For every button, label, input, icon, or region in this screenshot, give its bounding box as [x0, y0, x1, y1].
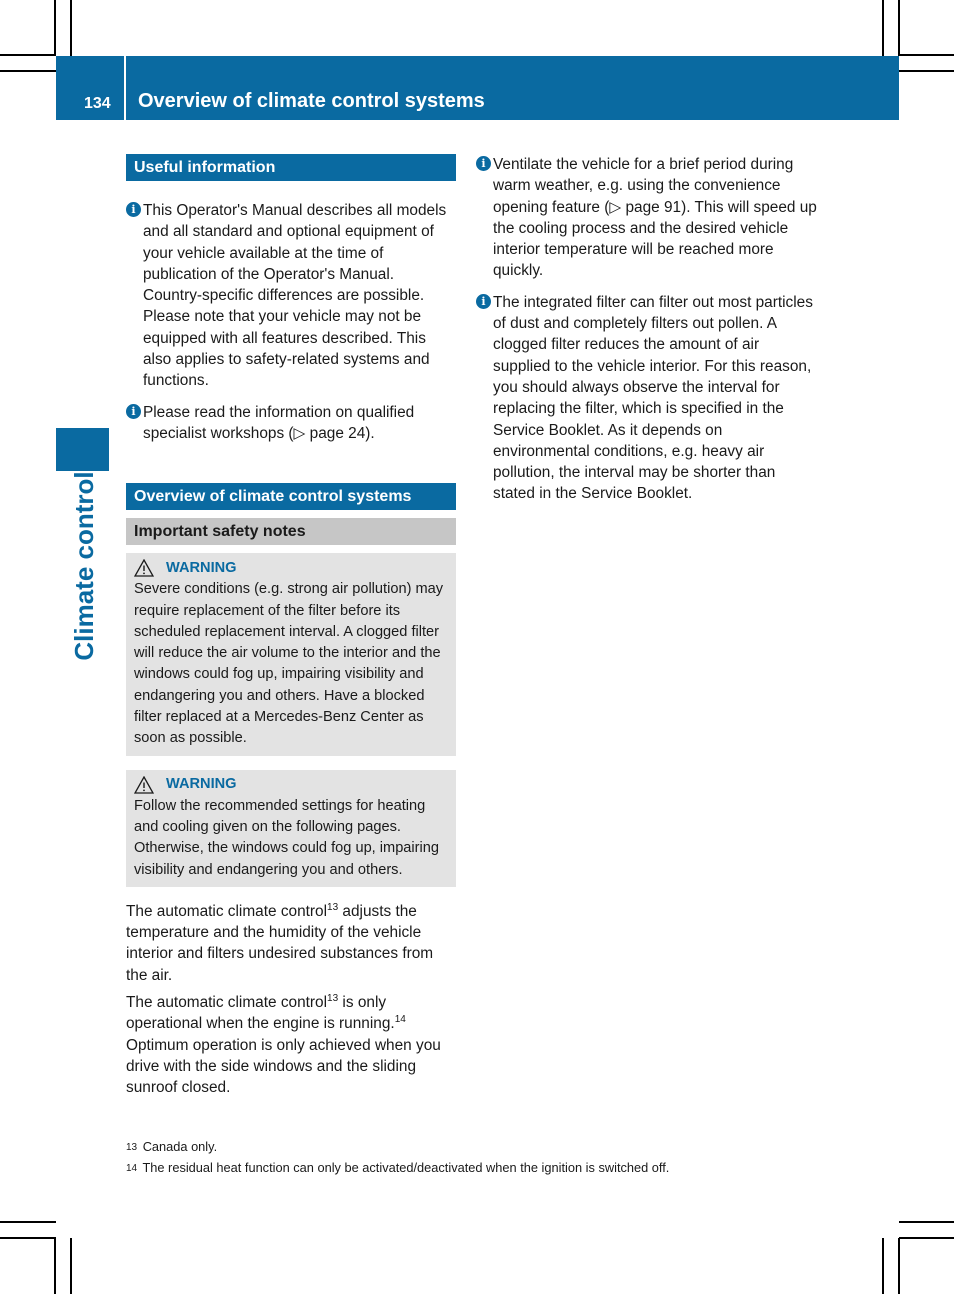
info-icon: i — [476, 156, 491, 171]
page-title: Overview of climate control systems — [138, 90, 485, 112]
section-heading-overview: Overview of climate control systems — [126, 483, 456, 510]
info-note — [476, 154, 818, 282]
crop-mark — [0, 54, 56, 56]
warning-triangle-icon — [134, 776, 154, 794]
body-paragraph — [126, 992, 456, 1098]
footnote — [126, 1158, 886, 1179]
footnotes — [126, 1137, 886, 1179]
footnote-number: 14 — [126, 1163, 138, 1174]
right-column — [476, 154, 818, 505]
info-note-text: This Operator's Manual describes all models and all standard and optional equipment of your vehicle available at the time of publication of the Operator's Manual. Country-specific differences are possible. Please note that your vehicle may not be equipped with all features described. This also applies to safety-related systems and functions. — [143, 202, 447, 390]
footnote-ref: 14 — [394, 1014, 406, 1026]
crop-mark — [899, 1221, 954, 1223]
body-text: adjusts the temperature and the humidity of the vehicle interior and filters undesired substances from the air. — [126, 902, 434, 984]
crop-mark — [54, 1238, 56, 1294]
info-icon: i — [476, 294, 491, 309]
page-number: 134 — [84, 95, 111, 112]
info-note-text: Please read the information on qualified specialist workshops (▷ page 24). — [143, 403, 415, 442]
info-note — [476, 292, 818, 505]
footnote-text: Canada only. — [142, 1139, 218, 1154]
body-paragraph — [126, 901, 456, 986]
body-text: The automatic climate control — [126, 994, 328, 1012]
side-tab-label: Climate control — [69, 471, 99, 661]
crop-mark — [882, 1238, 884, 1294]
crop-mark — [0, 70, 56, 72]
body-text: The automatic climate control — [126, 902, 328, 920]
footnote — [126, 1137, 886, 1158]
crop-mark — [882, 0, 884, 56]
warning-text: Severe conditions (e.g. strong air pollution) may require replacement of the filter before its scheduled replacement interval. A clogged filter will reduce the air volume to the interior and the windows could fog up, impairing visibility and endangering you and others. Have a blocked filter replaced at a Mercedes-Benz Center as soon as possible. — [134, 581, 444, 747]
body-text: is only operational when the engine is running. — [126, 994, 395, 1033]
crop-mark — [0, 1221, 56, 1223]
page-header — [56, 56, 899, 120]
info-note-text: The integrated filter can filter out most particles of dust and completely filters out pollen. A clogged filter reduces the amount of air supplied to the vehicle interior. For this reason, you should always observe the interval for replacing the filter, which is specified in the Service Booklet. As it depends on environmental conditions, e.g. heavy air pollution, the interval may be shorter than stated in the Service Booklet. — [493, 293, 813, 503]
warning-title — [134, 774, 450, 796]
info-note — [126, 200, 456, 392]
crop-mark — [899, 70, 954, 72]
warning-title-text: WARNING — [166, 559, 237, 576]
footnote-ref: 13 — [327, 901, 339, 913]
info-icon: i — [126, 404, 141, 419]
header-divider — [124, 56, 126, 120]
body-text: Optimum operation is only achieved when you drive with the side windows and the sliding sunroof closed. — [126, 1036, 441, 1097]
warning-box — [126, 770, 456, 887]
warning-title — [134, 557, 450, 579]
crop-mark — [0, 1237, 56, 1239]
warning-triangle-icon — [134, 559, 154, 577]
crop-mark — [899, 54, 954, 56]
warning-text: Follow the recommended settings for heating and cooling given on the following pages. Otherwise, the windows could fog up, impairing visibility and endangering you and others. — [134, 797, 440, 878]
footnote-text: The residual heat function can only be activated/deactivated when the ignition is switched off. — [142, 1160, 670, 1175]
crop-mark — [898, 0, 900, 56]
info-note — [126, 402, 456, 445]
crop-mark — [899, 1237, 954, 1239]
subsection-heading-safety-notes: Important safety notes — [126, 518, 456, 545]
crop-mark — [70, 1238, 72, 1294]
info-note-text: Ventilate the vehicle for a brief period during warm weather, e.g. using the convenience opening feature (▷ page 91). This will speed up the cooling process and the desired vehicle interior temperature will be reached more quickly. — [493, 156, 817, 280]
section-heading-useful-information: Useful information — [126, 154, 456, 181]
info-icon: i — [126, 202, 141, 217]
left-column — [126, 154, 456, 1099]
crop-mark — [898, 1238, 900, 1294]
footnote-ref: 13 — [327, 992, 339, 1004]
crop-mark — [54, 0, 56, 56]
warning-box — [126, 553, 456, 755]
warning-title-text: WARNING — [166, 775, 237, 792]
footnote-number: 13 — [126, 1142, 138, 1153]
crop-mark — [70, 0, 72, 56]
